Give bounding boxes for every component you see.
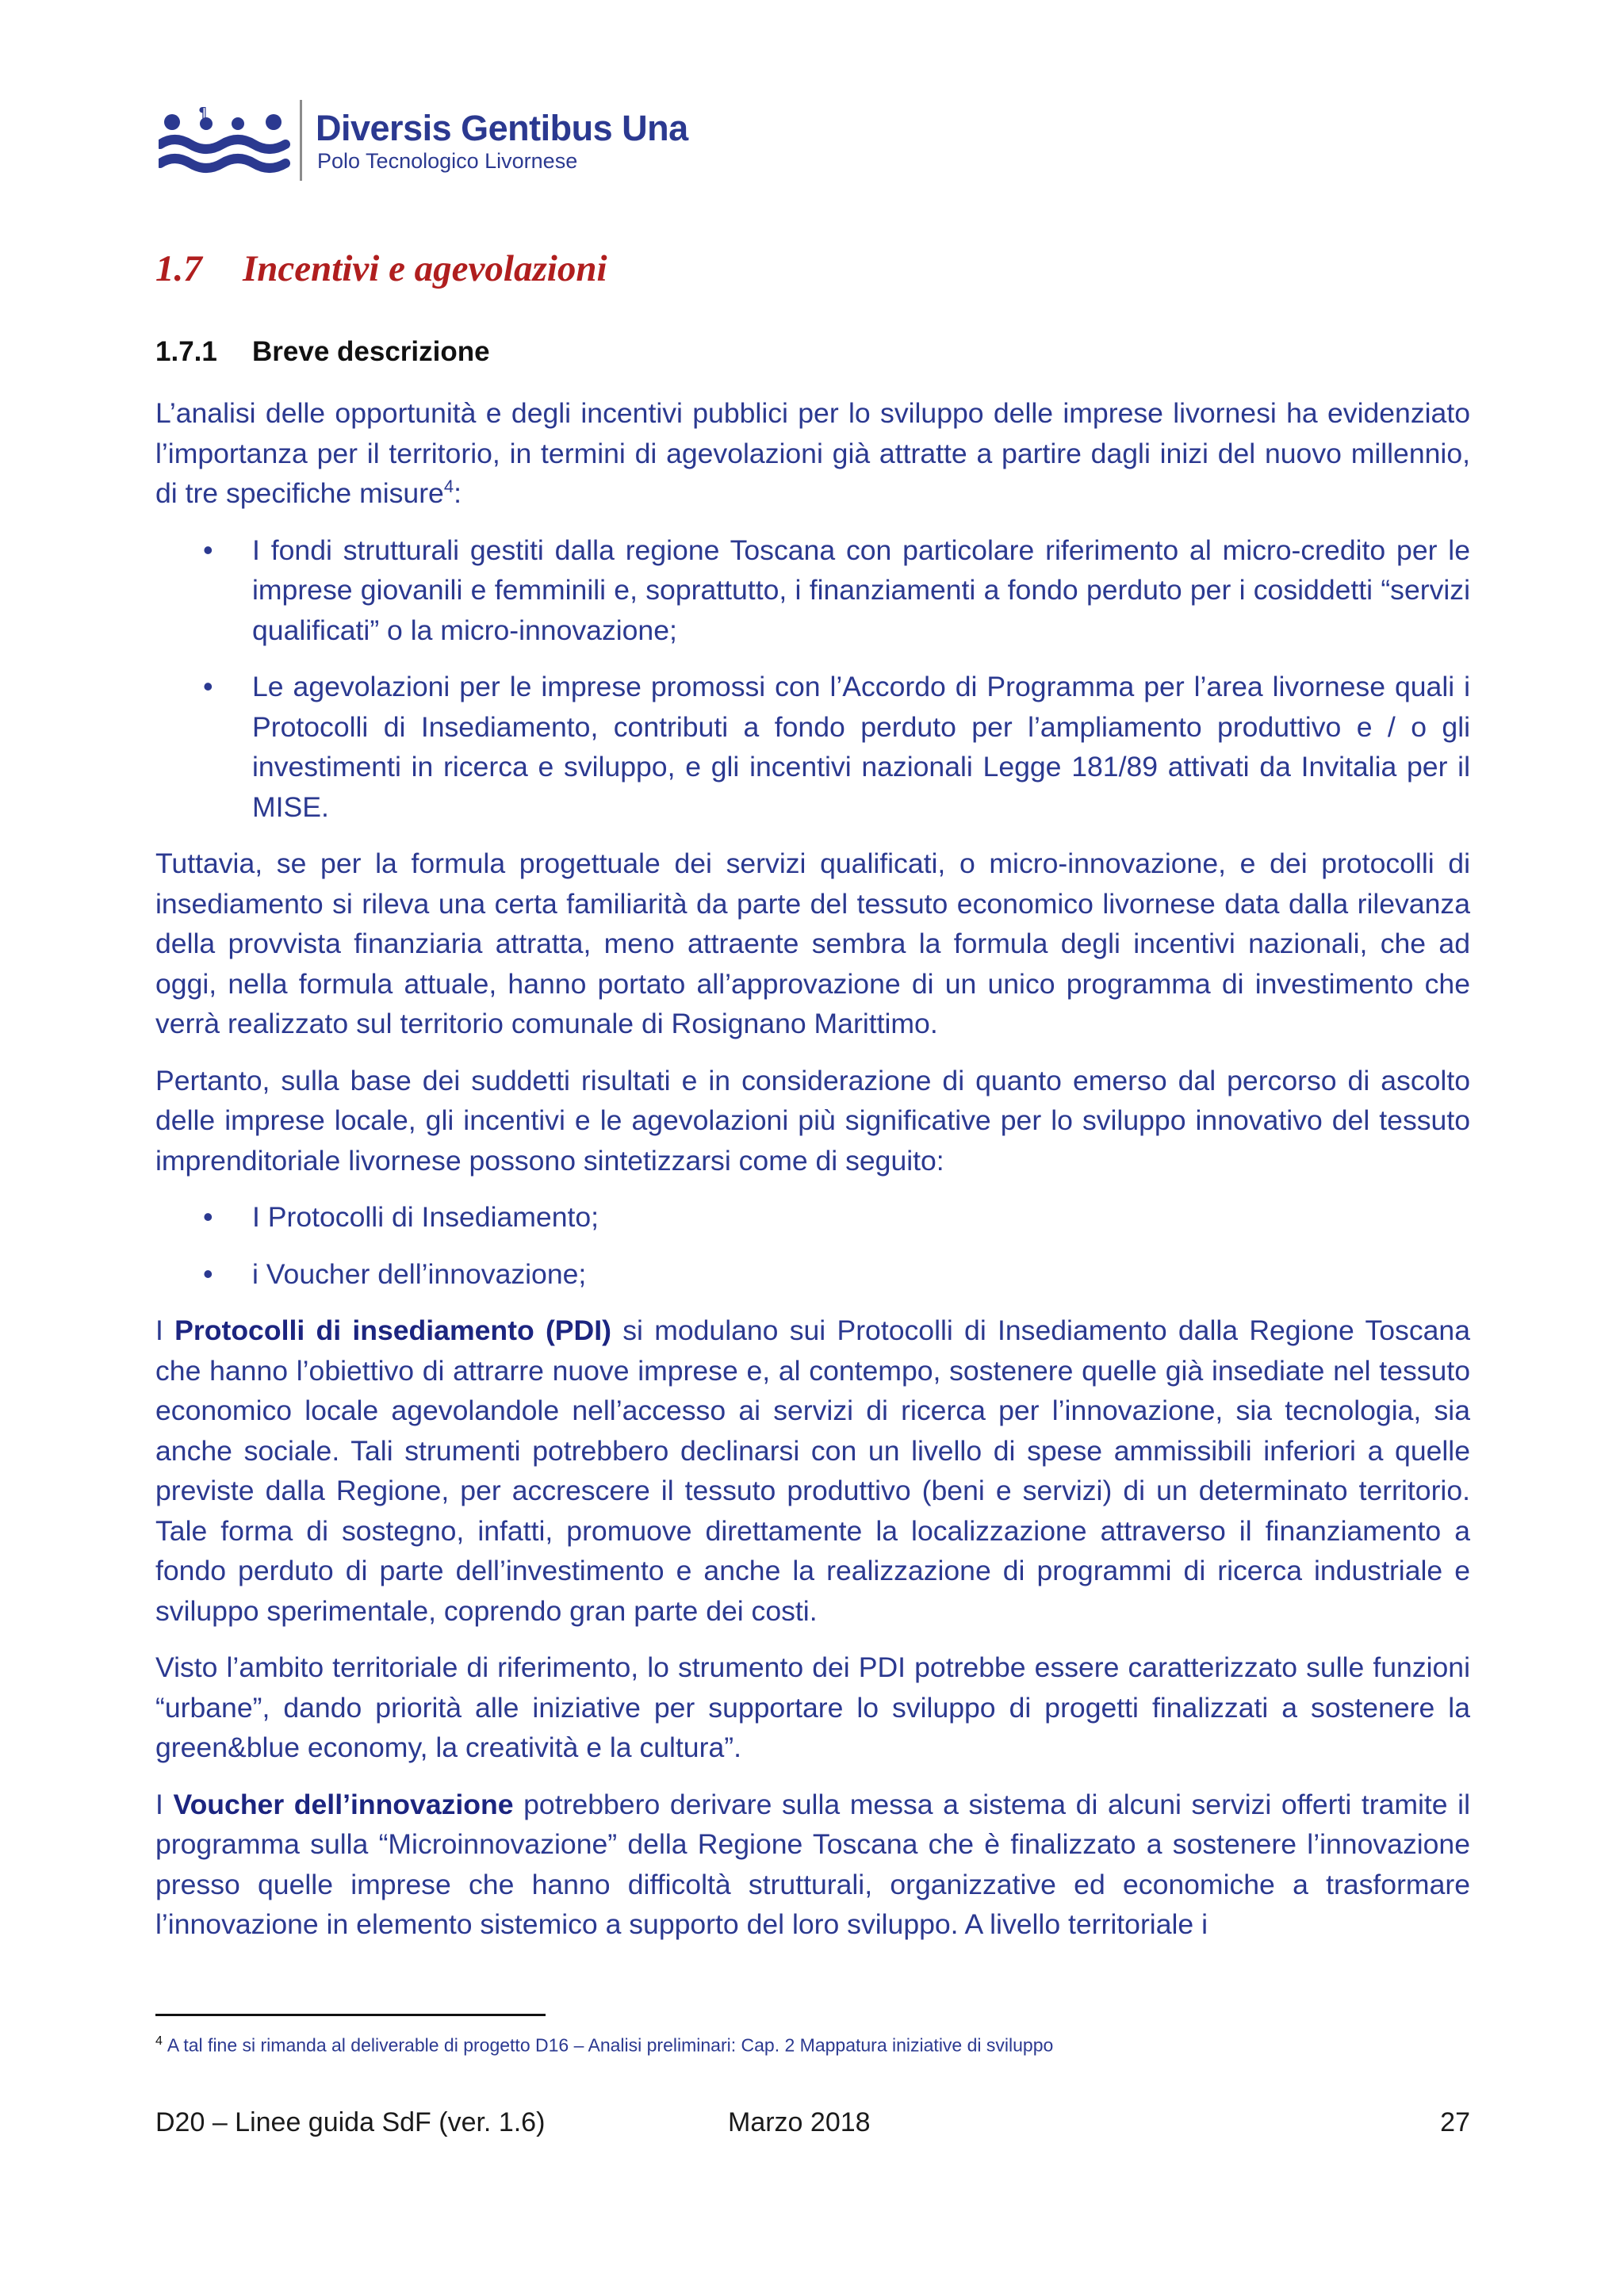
section-heading (155, 247, 607, 290)
paragraph-intro-end: : (454, 477, 462, 509)
section-number: 1.7 (155, 248, 202, 289)
paragraph-pdi (155, 1311, 1470, 1631)
paragraph-intro (155, 393, 1470, 514)
footnote-text: A tal fine si rimanda al deliverable di progetto D16 – Analisi preliminari: Cap. 2 Mappatura iniziative di sviluppo (167, 2034, 1054, 2056)
header-logo (159, 100, 688, 182)
footnote-separator (155, 2014, 546, 2016)
document-body (155, 393, 1470, 1961)
list-item: • I Protocolli di Insediamento; (155, 1197, 1470, 1238)
bullet-list-instruments (155, 1197, 1470, 1294)
list-item: • I fondi strutturali gestiti dalla regione Toscana con particolare riferimento al micro-credito per le imprese giovanili e femminili e, soprattutto, i finanziamenti a fondo perduto per i cosiddetti “servizi qualificati” o la micro-innovazione; (155, 530, 1470, 651)
footnote (155, 2034, 1053, 2057)
bullet-list-measures (155, 530, 1470, 828)
paragraph-voucher-bold: Voucher dell’innovazione (173, 1788, 514, 1820)
paragraph-intro-text: L’analisi delle opportunità e degli incentivi pubblici per lo sviluppo delle imprese livornesi ha evidenziato l’importanza per il territorio, in termini di agevolazioni già attratte a partire dagli inizi del nuovo millennio, di tre specifiche misure (155, 397, 1470, 509)
paragraph-ambito: Visto l’ambito territoriale di riferimento, lo strumento dei PDI potrebbe essere caratterizzato sulle funzioni “urbane”, dando priorità alle iniziative per supportare lo sviluppo di progetti finalizzati a sostenere la green&blue economy, la creatività e la cultura”. (155, 1651, 1470, 1763)
list-item: • Le agevolazioni per le imprese promossi con l’Accordo di Programma per l’area livornese quali i Protocolli di Insediamento, contributi a fondo perduto per l’ampliamento produttivo e / o gli investimenti in ricerca e sviluppo, e gli incentivi nazionali Legge 181/89 attivati da Invitalia per il MISE. (155, 667, 1470, 827)
paragraph-pdi-prefix: I (155, 1314, 175, 1346)
subsection-number: 1.7.1 (155, 336, 217, 367)
paragraph-pdi-bold: Protocolli di insediamento (PDI) (174, 1314, 611, 1346)
paragraph-pertanto: Pertanto, sulla base dei suddetti risultati e in considerazione di quanto emerso dal percorso di ascolto delle imprese locale, gli incentivi e le agevolazioni più significative per lo sviluppo innovativo del tessuto imprenditoriale livornese possono sintetizzarsi come di seguito: (155, 1064, 1470, 1177)
footer-document-id: D20 – Linee guida SdF (ver. 1.6) (155, 2107, 546, 2137)
footnote-mark: 4 (155, 2034, 163, 2048)
subsection-heading (155, 336, 490, 368)
svg-text:¶: ¶ (198, 105, 208, 121)
list-item: • i Voucher dell’innovazione; (155, 1254, 1470, 1295)
footer-date: Marzo 2018 (728, 2107, 871, 2137)
paragraph-tuttavia: Tuttavia, se per la formula progettuale dei servizi qualificati, o micro-innovazione, e dei protocolli di insediamento si rileva una certa familiarità da parte del tessuto economico livornese data dalla rilevanza della provvista finanziaria attratta, meno attraente sembra la formula degli incentivi nazionali, che ad oggi, nella formula attuale, hanno portato all’approvazione di un unico programma di investimento che verrà realizzato sul territorio comunale di Rosignano Marittimo. (155, 848, 1470, 1039)
subsection-title: Breve descrizione (252, 336, 490, 367)
logo-divider (300, 100, 302, 181)
page-number: 27 (1440, 2107, 1470, 2137)
paragraph-voucher (155, 1785, 1470, 1945)
paragraph-voucher-prefix: I (155, 1788, 174, 1820)
section-title: Incentivi e agevolazioni (243, 248, 607, 289)
logo-subtitle: Polo Tecnologico Livornese (317, 149, 578, 173)
paragraph-voucher-text: potrebbero derivare sulla messa a sistema di alcuni servizi offerti tramite il programma sulla “Microinnovazione” della Regione Toscana che è finalizzato a sostenere l’innovazione presso quelle imprese che hanno difficoltà strutturali, organizzative ed economiche a trasformare l’innovazione in elemento sistemico a supporto del loro sviluppo. A livello territoriale i (155, 1788, 1470, 1940)
paragraph-pdi-text: si modulano sui Protocolli di Insediamento dalla Regione Toscana che hanno l’obiettivo di attrarre nuove imprese e, al contempo, sostenere quelle già insediate nel tessuto economico locale agevolandole nell’accesso ai servizi di ricerca per l’innovazione, sia tecnologia, sia anche sociale. Tali strumenti potrebbero declinarsi con un livello di spese ammissibili inferiori a quelle previste dalla Regione, per accrescere il tessuto produttivo (beni e servizi) di un determinato territorio. Tale forma di sostegno, infatti, promuove direttamente la localizzazione attraverso il finanziamento a fondo perduto di parte dell’investimento e anche la realizzazione di programmi di ricerca industriale e sviluppo sperimentale, coprendo gran parte dei costi. (155, 1314, 1470, 1627)
logo-title: Diversis Gentibus Una (316, 108, 688, 148)
footnote-reference[interactable]: 4 (443, 476, 454, 497)
logo-mark-icon (159, 100, 293, 182)
